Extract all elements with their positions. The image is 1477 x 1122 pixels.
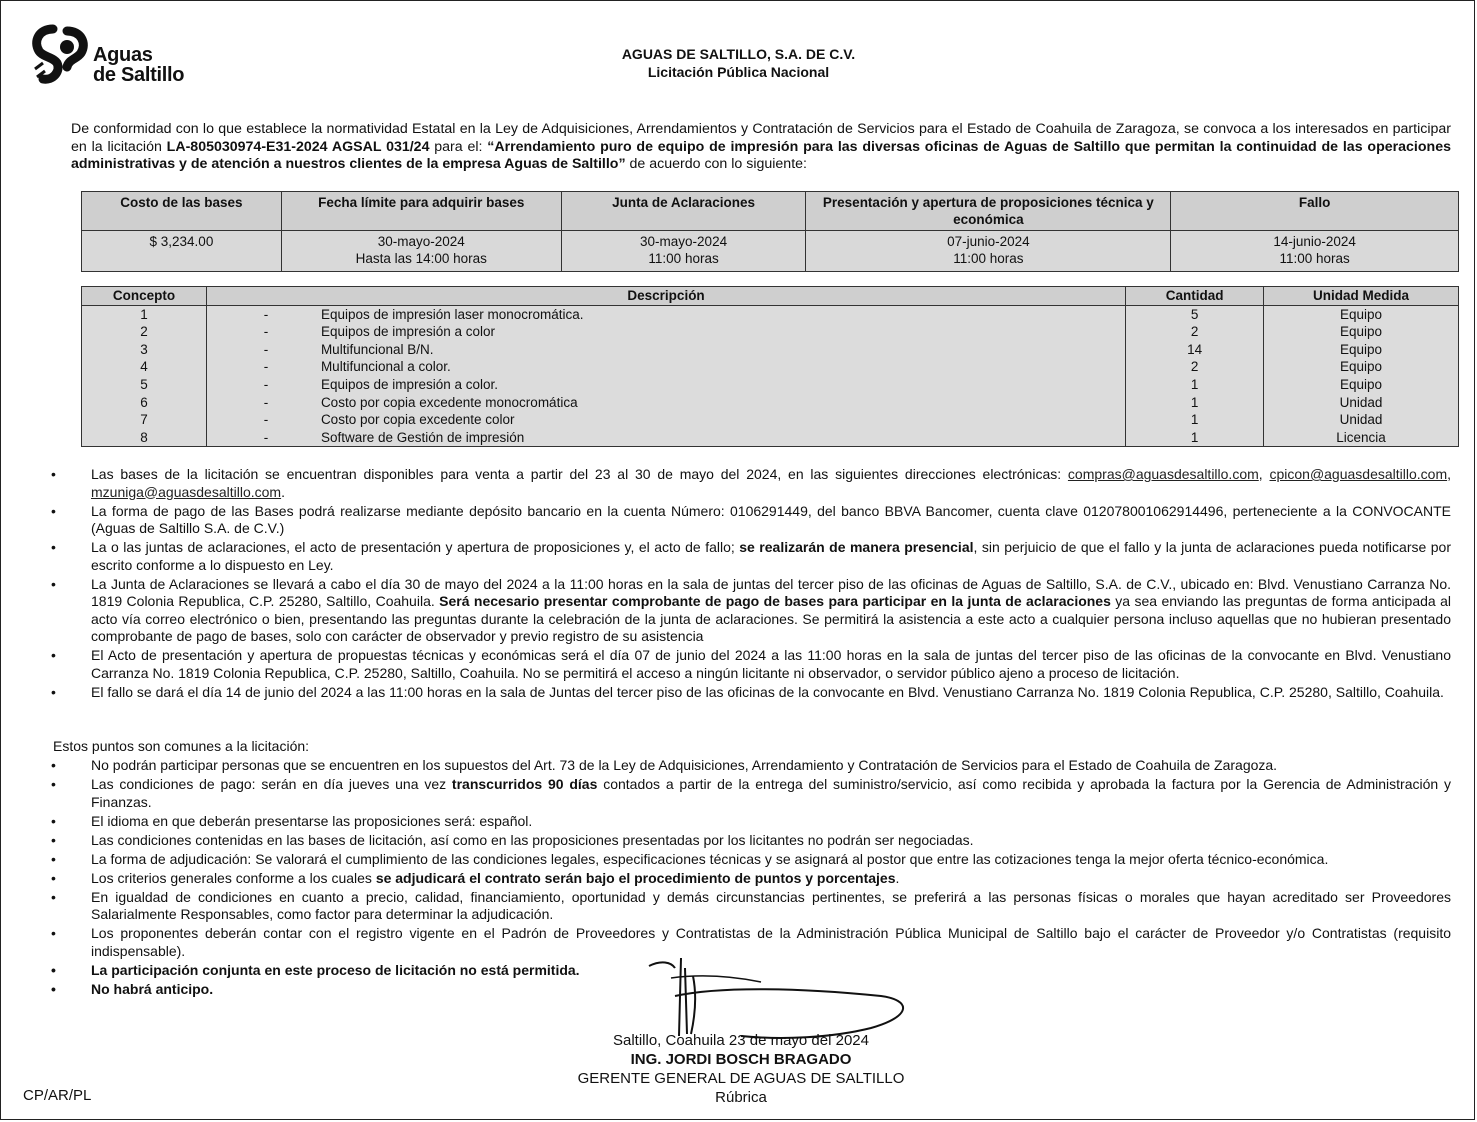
schedule-header-cell: Presentación y apertura de proposiciones técnica y económica	[806, 192, 1171, 231]
unidad-cell: Equipo	[1264, 341, 1459, 359]
descripcion-text: Costo por copia excedente color	[320, 412, 515, 428]
list-item: • La participación conjunta en este proceso de licitación no está permitida.	[51, 962, 1451, 980]
bullet-text: , sin perjuicio de que el fallo y la junta de aclaraciones pueda notificarse por escrito conforme a lo dispuesto en Ley.	[91, 539, 1451, 573]
items-header-cell: Cantidad	[1126, 287, 1264, 306]
concepto-cell: 7	[82, 411, 207, 429]
intro-text-1: De conformidad con lo que establece la normatividad Estatal en la Ley de Adquisiciones, Arrendamientos y Contratación de Servicios para el Estado de Coahuila de Zaragoza, se convoca a los interesados en participar en la licitación	[71, 121, 1451, 155]
common-points-heading: Estos puntos son comunes a la licitación:	[53, 738, 310, 754]
row-dash: -	[263, 341, 269, 357]
bullet-text: .	[895, 869, 900, 886]
descripcion-cell	[206, 429, 1125, 447]
descripcion-cell	[206, 394, 1125, 412]
table-row	[82, 341, 1459, 359]
signer-name: ING. JORDI BOSCH BRAGADO	[630, 1051, 852, 1068]
concepto-cell: 5	[82, 376, 207, 394]
schedule-value-cell	[82, 231, 282, 272]
descripcion-cell	[206, 358, 1125, 376]
table-row	[82, 305, 1459, 323]
table-row	[82, 411, 1459, 429]
row-dash: -	[263, 376, 269, 392]
cantidad-cell: 1	[1126, 376, 1264, 394]
schedule-value-line1: $ 3,234.00	[149, 234, 214, 249]
bullet-bold-text: Será necesario presentar comprobante de pago de bases para participar en la junta de aclaraciones	[439, 593, 1111, 609]
document-subtitle: Licitación Pública Nacional	[647, 64, 830, 80]
intro-paragraph	[71, 121, 1451, 174]
descripcion-text: Costo por copia excedente monocromática	[320, 394, 578, 410]
licitacion-object: “Arrendamiento puro de equipo de impresión para las diversas oficinas de Aguas de Saltillo que permitan la continuidad de las operaciones administrativas y de atención a nuestros clientes de la empresa Aguas de Saltillo”	[71, 138, 1451, 172]
row-dash: -	[263, 394, 269, 410]
schedule-value-cell	[281, 231, 561, 272]
logo-text-line2: de Saltillo	[93, 64, 185, 86]
bullet-text: La Junta de Aclaraciones se llevará a cabo el día 30 de mayo del 2024 a la 11:00 horas en la sala de juntas del tercer piso de las oficinas de Aguas de Saltillo, S.A. de C.V., ubicado en: Blvd. Venustiano Carranza No. 1819 Colonia Republica, C.P. 25280, Saltillo, Coahuila.	[91, 575, 1451, 609]
row-dash: -	[263, 412, 269, 428]
bullet-bold-text: se adjudicará el contrato serán bajo el procedimiento de puntos y porcentajes	[375, 869, 896, 886]
schedule-value-line2: 11:00 horas	[953, 251, 1024, 266]
items-header-row	[82, 287, 1459, 306]
schedule-value-line1: 30-mayo-2024	[640, 234, 728, 249]
bullet-text: Las condiciones de pago: serán en día jueves una vez	[91, 776, 452, 792]
list-item: • Las condiciones contenidas en las bases de licitación, así como en las proposiciones presentadas por los licitantes no podrán ser negociadas.	[51, 832, 1451, 850]
row-dash: -	[263, 324, 269, 340]
list-item: • La forma de pago de las Bases podrá realizarse mediante depósito bancario en la cuenta Número: 0106291449, del banco BBVA Bancomer, cuenta clave 012078001062914496, perteneciente a la CONVOCANTE (Aguas de Saltillo S.A. de C.V.)	[51, 503, 1451, 538]
items-table	[81, 286, 1459, 447]
email-link-compras[interactable]: compras@aguasdesaltillo.com	[1067, 466, 1259, 482]
descripcion-text: Software de Gestión de impresión	[320, 429, 525, 445]
bullet-text: contados a partir de la entrega del suministro/servicio, así como recibida y aprobada la factura por la Gerencia de Administración y Finanzas.	[91, 776, 1451, 810]
unidad-cell: Equipo	[1264, 305, 1459, 323]
concepto-cell: 3	[82, 341, 207, 359]
list-item: • El fallo se dará el día 14 de junio del 2024 a las 11:00 horas en la sala de Juntas del tercer piso de las oficinas de la convocante en Blvd. Venustiano Carranza No. 1819 Colonia Republica, C.P. 25280, Saltillo, Coahuila.	[51, 684, 1451, 702]
signature-block	[521, 1031, 961, 1107]
bullet-bold-text: transcurridos 90 días	[451, 776, 598, 792]
descripcion-text: Multifuncional B/N.	[320, 341, 434, 357]
row-dash: -	[263, 359, 269, 375]
list-item	[51, 539, 1451, 574]
schedule-header-cell: Costo de las bases	[82, 192, 282, 231]
schedule-value-cell	[1171, 231, 1459, 272]
bullet-text: Las bases de la licitación se encuentran disponibles para venta a partir del 23 al 30 de mayo del 2024, en las siguientes direcciones electrónicas:	[91, 466, 1068, 482]
list-item	[51, 776, 1451, 811]
email-link-cpicon[interactable]: cpicon@aguasdesaltillo.com	[1269, 466, 1448, 482]
list-item	[51, 870, 1451, 888]
descripcion-cell	[206, 376, 1125, 394]
schedule-value-row	[82, 231, 1459, 272]
row-dash: -	[263, 306, 269, 322]
concepto-cell: 2	[82, 323, 207, 341]
bullet-text: Los criterios generales conforme a los cuales	[91, 869, 376, 886]
descripcion-text: Equipos de impresión a color	[320, 324, 496, 340]
descripcion-text: Multifuncional a color.	[320, 359, 451, 375]
descripcion-text: Equipos de impresión a color.	[320, 376, 499, 392]
items-header-cell: Concepto	[82, 287, 207, 306]
items-header-cell: Descripción	[206, 287, 1125, 306]
document-header	[1, 45, 1476, 81]
schedule-value-line1: 07-junio-2024	[947, 234, 1030, 249]
cantidad-cell: 2	[1126, 323, 1264, 341]
list-item: • No podrán participar personas que se encuentren en los supuestos del Art. 73 de la Ley de Adquisiciones, Arrendamiento y Contratación de Servicios para el Estado de Coahuila de Zaragoza.	[51, 757, 1451, 775]
unidad-cell: Equipo	[1264, 358, 1459, 376]
concepto-cell: 8	[82, 429, 207, 447]
table-row	[82, 394, 1459, 412]
schedule-table	[81, 191, 1459, 272]
table-row	[82, 429, 1459, 447]
descripcion-cell	[206, 341, 1125, 359]
list-item: • Los proponentes deberán contar con el registro vigente en el Padrón de Proveedores y Contratistas de la Administración Pública Municipal de Saltillo bajo el carácter de Proveedor y/o Contratistas (requisito indispensable).	[51, 925, 1451, 960]
unidad-cell: Unidad	[1264, 394, 1459, 412]
schedule-header-row	[82, 192, 1459, 231]
descripcion-text: Equipos de impresión laser monocromática.	[320, 306, 584, 322]
schedule-value-line1: 30-mayo-2024	[377, 234, 465, 249]
cantidad-cell: 1	[1126, 429, 1264, 447]
schedule-value-line2: 11:00 horas	[648, 251, 719, 266]
table-row	[82, 376, 1459, 394]
bullet-bold-text: se realizarán de manera presencial	[739, 539, 974, 555]
items-header-cell: Unidad Medida	[1264, 287, 1459, 306]
cantidad-cell: 1	[1126, 411, 1264, 429]
list-item: • Las bases de la licitación se encuentran disponibles para venta a partir del 23 al 30 de mayo del 2024, en las siguientes direcciones electrónicas: compras@aguasdesaltillo.com, cpicon@aguasdesaltillo.com, mzuniga@aguasdesaltillo.com.	[51, 466, 1451, 501]
cantidad-cell: 14	[1126, 341, 1264, 359]
email-link-mzuniga[interactable]: mzuniga@aguasdesaltillo.com	[91, 483, 282, 500]
schedule-value-line2: Hasta las 14:00 horas	[355, 251, 487, 266]
schedule-value-line1: 14-junio-2024	[1273, 234, 1356, 249]
rubrica-label: Rúbrica	[715, 1089, 767, 1106]
bullet-text: ya sea enviando las preguntas de forma anticipada al acto vía correo electrónico o bien, presentando las preguntas durante la celebración de la junta de aclaraciones. Se permitirá la asistencia a este acto a cualquier persona incluso aquellas que no hubieran presentado comprobante de pago de bases, solo con carácter de observador y previo registro de su asistencia	[91, 593, 1451, 644]
list-item	[51, 576, 1451, 646]
intro-text-2: para el:	[429, 138, 488, 155]
signer-title: GERENTE GENERAL DE AGUAS DE SALTILLO	[577, 1070, 905, 1087]
place-date: Saltillo, Coahuila 23 de mayo del 2024	[612, 1032, 869, 1049]
table-row	[82, 323, 1459, 341]
descripcion-cell	[206, 305, 1125, 323]
descripcion-cell	[206, 411, 1125, 429]
list-item: • El idioma en que deberán presentarse las proposiciones será: español.	[51, 813, 1451, 831]
list-item: • La forma de adjudicación: Se valorará el cumplimiento de las condiciones legales, especificaciones técnicas y se asignará al postor que entre las cotizaciones tenga la mejor oferta técnico-económica.	[51, 851, 1451, 869]
concepto-cell: 1	[82, 305, 207, 323]
cantidad-cell: 2	[1126, 358, 1264, 376]
concepto-cell: 6	[82, 394, 207, 412]
schedule-value-line2: 11:00 horas	[1279, 251, 1350, 266]
unidad-cell: Equipo	[1264, 323, 1459, 341]
descripcion-cell	[206, 323, 1125, 341]
unidad-cell: Equipo	[1264, 376, 1459, 394]
list-item: • En igualdad de condiciones en cuanto a precio, calidad, financiamiento, oportunidad y demás circunstancias pertinentes, se preferirá a las personas físicas o morales que hayan acreditado ser Proveedores Salarialmente Responsables, como factor para determinar la adjudicación.	[51, 889, 1451, 924]
schedule-value-cell	[561, 231, 806, 272]
list-item: • El Acto de presentación y apertura de propuestas técnicas y económicas será el día 07 de junio del 2024 a las 11:00 horas en la sala de juntas del tercer piso de las oficinas de la convocante en Blvd. Venustiano Carranza No. 1819 Colonia Republica, C.P. 25280, Saltillo, Coahuila. No se permitirá el acceso a ningún licitante ni observador, o servidor público ajeno a proceso de licitación.	[51, 647, 1451, 682]
company-name: AGUAS DE SALTILLO, S.A. DE C.V.	[621, 46, 856, 62]
schedule-header-cell: Fecha límite para adquirir bases	[281, 192, 561, 231]
licitacion-details-list	[51, 466, 1451, 703]
table-row	[82, 358, 1459, 376]
list-item: • No habrá anticipo.	[51, 981, 1451, 999]
unidad-cell: Licencia	[1264, 429, 1459, 447]
concepto-cell: 4	[82, 358, 207, 376]
unidad-cell: Unidad	[1264, 411, 1459, 429]
schedule-header-cell: Junta de Aclaraciones	[561, 192, 806, 231]
intro-text-3: de acuerdo con lo siguiente:	[625, 156, 807, 172]
schedule-header-cell: Fallo	[1171, 192, 1459, 231]
licitacion-number: LA-805030974-E31-2024 AGSAL 031/24	[166, 138, 430, 155]
schedule-value-cell	[806, 231, 1171, 272]
cantidad-cell: 1	[1126, 394, 1264, 412]
cantidad-cell: 5	[1126, 305, 1264, 323]
footer-initials: CP/AR/PL	[23, 1087, 92, 1104]
bullet-text: La o las juntas de aclaraciones, el acto de presentación y apertura de proposiciones y, el acto de fallo;	[91, 539, 740, 555]
row-dash: -	[263, 429, 269, 445]
logo-text-line1: Aguas	[93, 44, 153, 66]
